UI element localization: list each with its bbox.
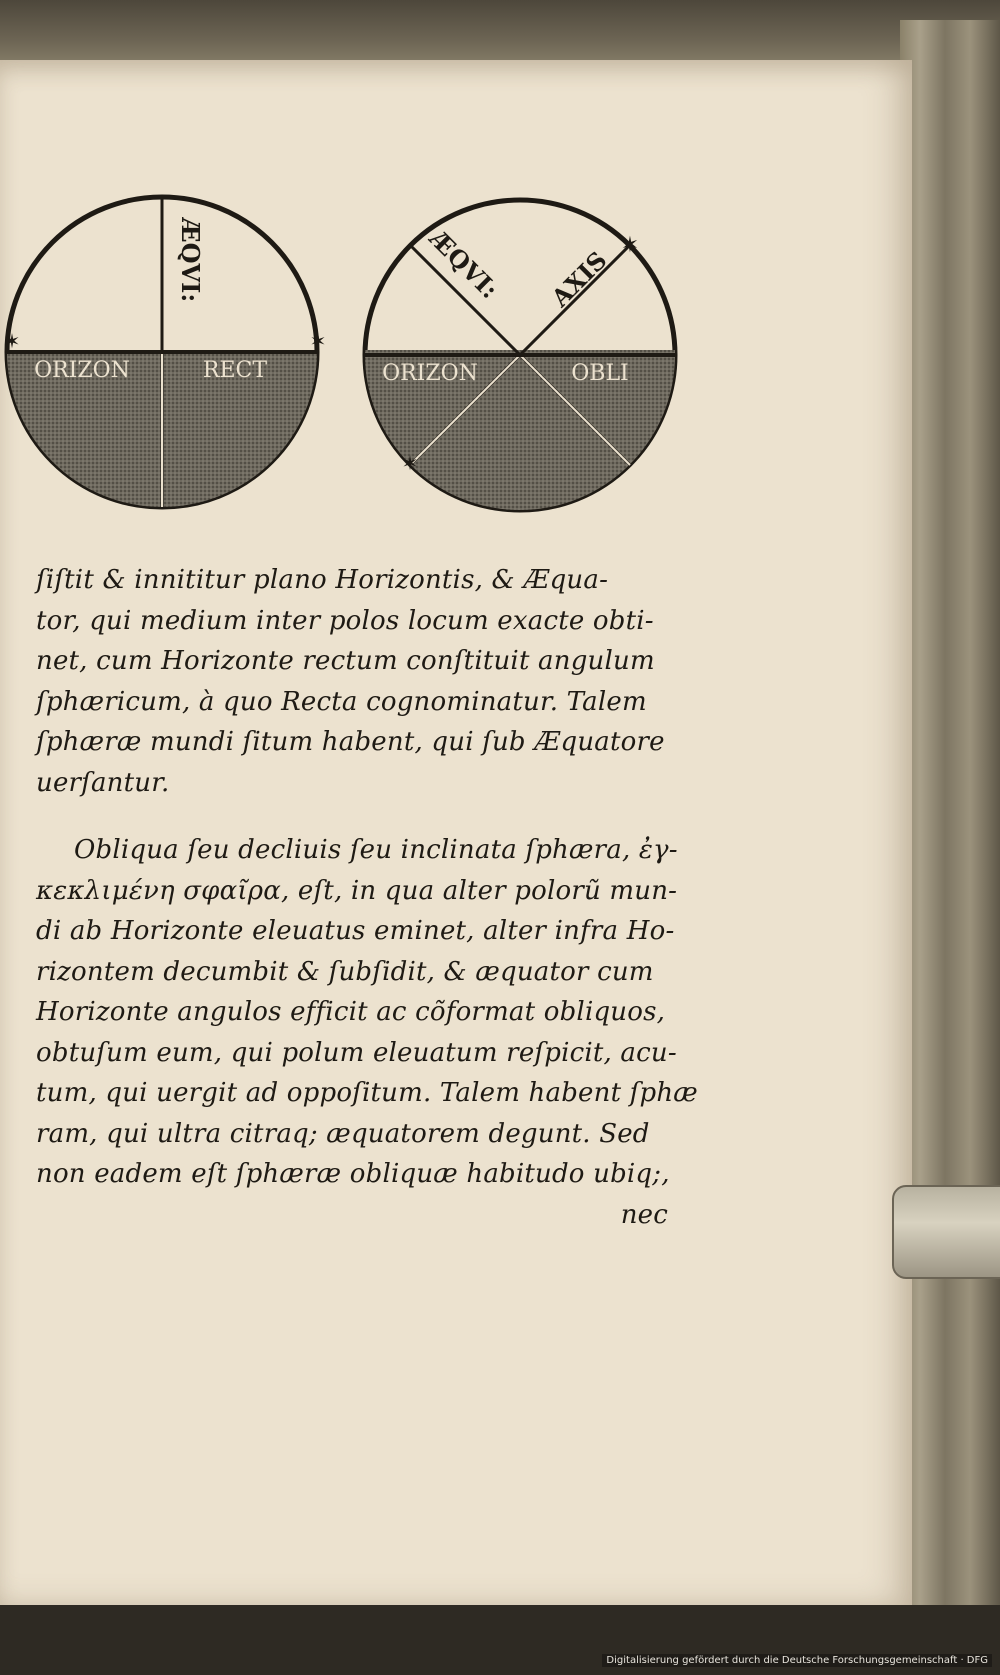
text-line: non eadem eſt ſphæræ obliquæ habitudo ubiq;, xyxy=(36,1159,670,1189)
dfg-credit: Digitalisierung gefördert durch die Deutsche Forschungsgemeinschaft · DFG xyxy=(602,1654,992,1667)
text-line: net, cum Horizonte rectum conſtituit angulum xyxy=(36,646,655,676)
text-line: κεκλιμένη σφαῖρα, eſt, in qua alter polorũ mun- xyxy=(36,875,678,906)
paragraph-sphaera-recta xyxy=(36,560,676,803)
sphere-obliqua-horizon-left-label: ORIZON xyxy=(382,361,478,386)
star-icon: ✶ xyxy=(3,329,21,353)
sphere-recta-horizon-left-label: ORIZON xyxy=(34,358,130,383)
sphere-obliqua-equator-label: ÆQVI: xyxy=(423,223,505,305)
star-icon: ✶ xyxy=(401,451,419,475)
paragraph-sphaera-obliqua xyxy=(36,830,698,1235)
star-icon: ✶ xyxy=(620,233,640,258)
book-fore-edge xyxy=(900,20,1000,1610)
text-line: ſiſtit & innititur plano Horizontis, & Æqua- xyxy=(36,565,609,595)
text-line: di ab Horizonte eleuatus eminet, alter infra Ho- xyxy=(36,916,675,946)
text-line: uerſantur. xyxy=(36,767,170,798)
sphere-obliqua-diagram xyxy=(365,200,675,510)
book-clasp xyxy=(892,1185,1000,1279)
text-line: tor, qui medium inter polos locum exacte obti- xyxy=(36,605,654,636)
bottom-bar xyxy=(0,1605,1000,1675)
text-line: ſphæræ mundi ſitum habent, qui ſub Æquatore xyxy=(36,727,665,757)
catchword: nec xyxy=(620,1199,668,1230)
sphere-obliqua-axis-label: AXIS xyxy=(545,245,613,313)
text-line: obtuſum eum, qui polum eleuatum reſpicit, acu- xyxy=(36,1037,677,1068)
sphere-recta-horizon-right-label: RECT xyxy=(202,358,268,383)
star-icon: ✶ xyxy=(309,329,327,353)
sphere-diagrams xyxy=(0,170,912,530)
text-line: ſphæricum, à quo Recta cognominatur. Talem xyxy=(36,686,647,717)
sphere-recta-diagram xyxy=(4,197,327,507)
sphere-recta-vertical-label: ÆQVI: xyxy=(176,217,205,303)
text-line: rizontem decumbit & ſubſidit, & æquator cum xyxy=(36,956,654,987)
text-line: Horizonte angulos efficit ac cõformat obliquos, xyxy=(36,997,666,1027)
text-line: tum, qui uergit ad oppoſitum. Talem habent ſphæ xyxy=(36,1078,698,1108)
sphere-obliqua-horizon-right-label: OBLI xyxy=(571,361,629,386)
text-line: Obliqua ſeu decliuis ſeu inclinata ſphæra, ἐγ- xyxy=(74,835,678,865)
text-line: ram, qui ultra citraq; æquatorem degunt. Sed xyxy=(36,1118,650,1149)
